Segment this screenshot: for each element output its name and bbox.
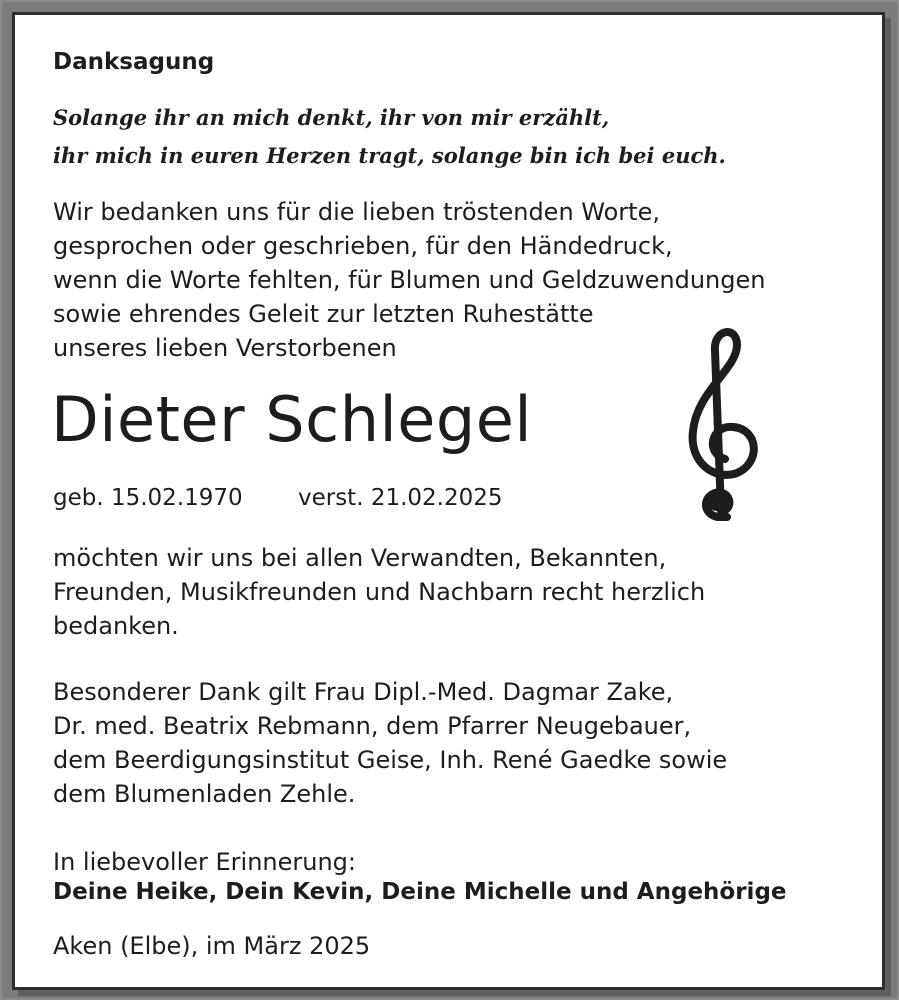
motto-line-2: ihr mich in euren Herzen tragt, solange bin ich bei euch. — [53, 143, 726, 168]
thanks-paragraph — [53, 541, 705, 643]
intro-line: Wir bedanken uns für die lieben tröstenden Worte, — [53, 198, 660, 226]
special-thanks-line: dem Blumenladen Zehle. — [53, 780, 356, 808]
special-thanks-line: dem Beerdigungsinstitut Geise, Inh. René Gaedke sowie — [53, 746, 728, 774]
death-date: verst. 21.02.2025 — [297, 485, 503, 511]
notice-heading: Danksagung — [53, 49, 215, 75]
life-dates — [53, 485, 503, 511]
closing-line: In liebevoller Erinnerung: — [53, 848, 356, 876]
treble-clef-icon — [675, 321, 775, 521]
intro-line: unseres lieben Verstorbenen — [53, 334, 397, 362]
place-date: Aken (Elbe), im März 2025 — [53, 932, 371, 960]
thanks-line: möchten wir uns bei allen Verwandten, Bekannten, — [53, 544, 667, 572]
birth-date: geb. 15.02.1970 — [53, 485, 243, 511]
family-signature: Deine Heike, Dein Kevin, Deine Michelle und Angehörige — [53, 879, 787, 905]
motto-line-1: Solange ihr an mich denkt, ihr von mir erzählt, — [53, 105, 610, 130]
intro-line: sowie ehrendes Geleit zur letzten Ruhestätte — [53, 300, 594, 328]
thanks-line: Freunden, Musikfreunden und Nachbarn recht herzlich — [53, 578, 706, 606]
obituary-card — [12, 12, 885, 990]
deceased-name: Dieter Schlegel — [51, 383, 533, 456]
intro-line: gesprochen oder geschrieben, für den Händedruck, — [53, 232, 673, 260]
intro-paragraph — [53, 195, 765, 365]
special-thanks-line: Dr. med. Beatrix Rebmann, dem Pfarrer Neugebauer, — [53, 712, 692, 740]
intro-line: wenn die Worte fehlten, für Blumen und Geldzuwendungen — [53, 266, 766, 294]
special-thanks-line: Besonderer Dank gilt Frau Dipl.-Med. Dagmar Zake, — [53, 678, 674, 706]
thanks-line: bedanken. — [53, 612, 179, 640]
special-thanks-paragraph — [53, 675, 727, 811]
